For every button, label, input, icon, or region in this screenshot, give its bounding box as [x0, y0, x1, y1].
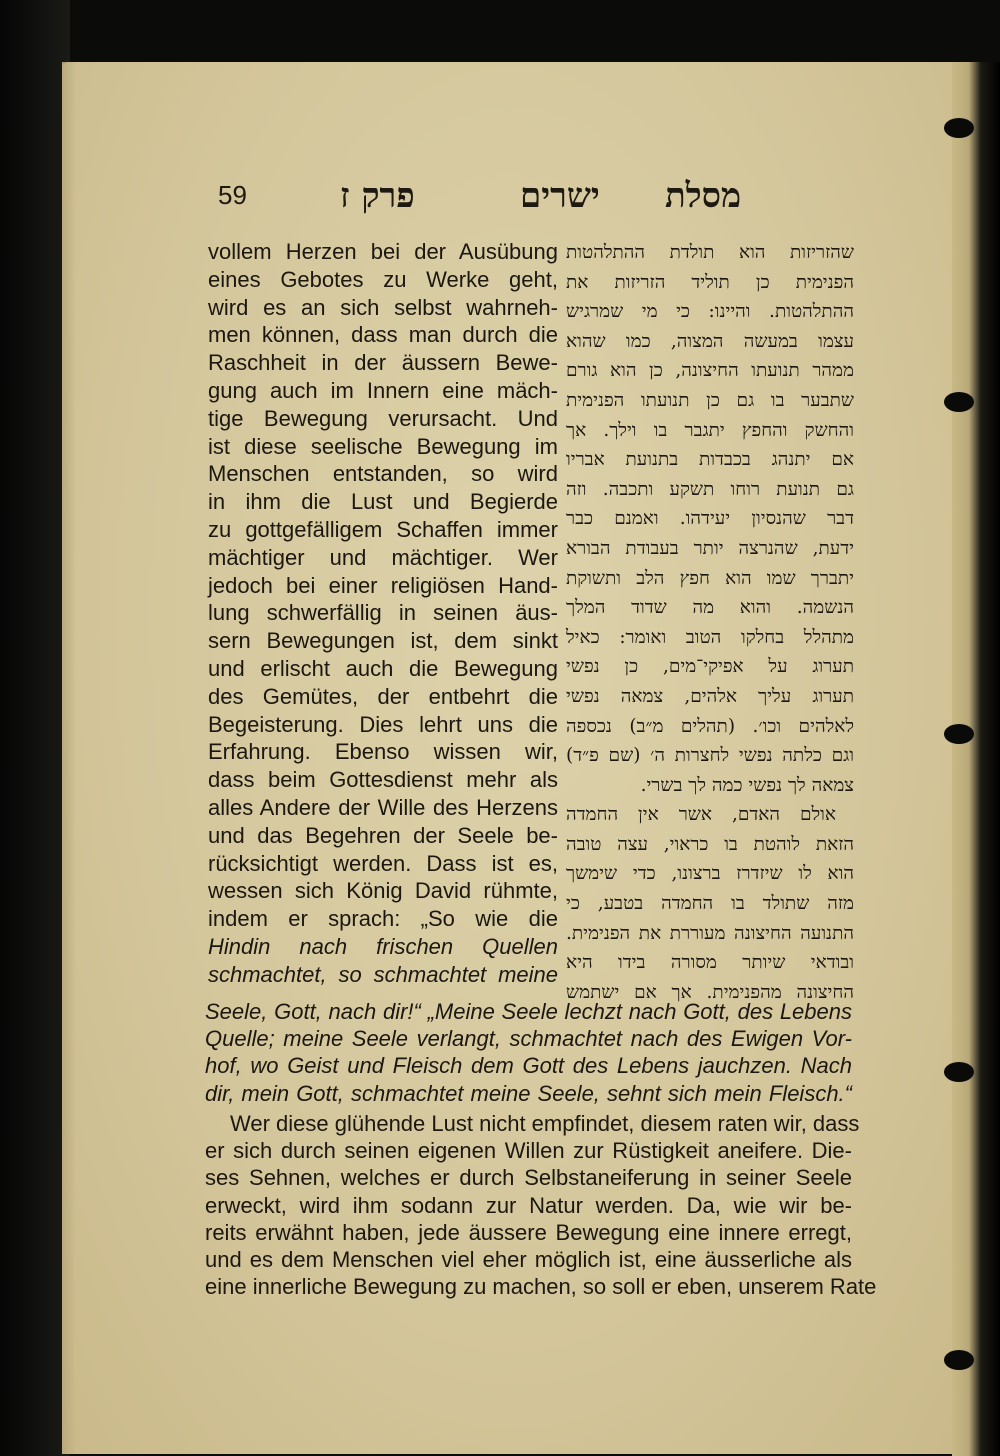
text-line: er sich durch seinen eigenen Willen zur Rüstigkeit aneifere. Die-	[205, 1138, 852, 1164]
hebrew-line: ממהר תנועתו החיצונה, כן הוא גורם	[566, 360, 854, 382]
german-column	[208, 238, 558, 989]
hebrew-line: צמאה לך נפשי כמה לך בשרי.	[640, 774, 854, 796]
text-line: lung schwerfällig in seinen äus-	[208, 600, 558, 626]
hebrew-line: שתבער בו גם כן תנועתו הפנימית	[566, 389, 854, 411]
header-chapter: פרק ז	[340, 176, 415, 216]
hebrew-line: גם תנועת רוחו תשקע ותכבה. וזה	[566, 478, 854, 500]
hebrew-line: הפנימית כן תוליד הזריזות את	[566, 271, 854, 293]
hebrew-line: מתהלל בחלקו הטוב ואומר: כאיל	[566, 626, 854, 648]
text-line: rücksichtigt werden. Dass ist es,	[208, 850, 558, 876]
text-line: und es dem Menschen viel eher möglich ist, eine äusserliche als	[205, 1246, 852, 1272]
text-line: men können, dass man durch die	[208, 322, 558, 348]
book-spine	[952, 62, 1000, 1456]
text-line: mächtiger und mächtiger. Wer	[208, 544, 558, 570]
hebrew-line: החיצונה מהפנימית. אך אם ישתמש	[566, 981, 854, 1003]
hebrew-line: אם יתנהג בכבדות בתנועת אבריו	[566, 449, 854, 471]
text-line: in ihm die Lust und Begierde	[208, 489, 558, 515]
hebrew-line: עצמו במעשה המצוה, כמו שהוא	[566, 330, 854, 352]
hebrew-line: תערוג עליך אלהים, צמאה נפשי	[566, 685, 854, 707]
text-line: erweckt, wird ihm sodann zur Natur werden. Da, wie wir be-	[205, 1192, 852, 1218]
hebrew-column	[566, 238, 854, 1007]
text-line: jedoch bei einer religiösen Hand-	[208, 572, 558, 598]
text-line: zu gottgefälligem Schaffen immer	[208, 516, 558, 542]
header-title-word: ישרים	[520, 176, 600, 216]
hebrew-line: ידעת, שהנרצה יותר בעבודת הבורא	[566, 537, 854, 559]
text-line: gung auch im Innern eine mäch-	[208, 377, 558, 403]
text-line: und erlischt auch die Bewegung	[208, 655, 558, 681]
text-line: wird es an sich selbst wahrneh-	[208, 294, 558, 320]
hebrew-line: תערוג על אפיקי־מים, כן נפשי	[566, 656, 854, 678]
header-title-word: מסלת	[665, 176, 742, 216]
hebrew-line: מזה שתולד בו החמדה בטבע, כי	[566, 893, 854, 915]
text-line: und das Begehren der Seele be-	[208, 822, 558, 848]
text-line: wessen sich König David rühmte,	[208, 878, 558, 904]
hebrew-line: לאלהים וכו׳. (תהלים מ״ב) נכספה	[566, 715, 854, 737]
hebrew-line: דבר שהנסיון יעידהו. ואמנם כבר	[566, 508, 854, 530]
text-line: eine innerliche Bewegung zu machen, so soll er eben, unserem Rate	[205, 1274, 877, 1300]
text-line: tige Bewegung verursacht. Und	[208, 405, 558, 431]
text-line: Menschen entstanden, so wird	[208, 461, 558, 487]
text-line: alles Andere der Wille des Herzens	[208, 794, 558, 820]
text-line: ses Sehnen, welches er durch Selbstaneiferung in seiner Seele	[205, 1165, 852, 1191]
binding-clip	[944, 392, 974, 412]
hebrew-line: וגם כלתה נפשי לחצרות ה׳ (שם פ״ד)	[566, 745, 854, 767]
hebrew-line: הוא לו שיזדרז ברצונו, כדי שימשך	[566, 863, 854, 885]
binding-clip	[944, 1062, 974, 1082]
text-line: eines Gebotes zu Werke geht,	[208, 266, 558, 292]
text-line: schmachtet, so schmachtet meine	[208, 961, 558, 987]
page-number: 59	[218, 180, 247, 210]
quote-paragraph	[205, 998, 852, 1107]
hebrew-line: והחשק והחפץ יתגבר בו וילך. אך	[566, 419, 854, 441]
text-line: vollem Herzen bei der Ausübung	[208, 239, 558, 264]
hebrew-line: שהזריזות הוא תולדת ההתלהטות	[566, 242, 854, 263]
text-line: sern Bewegungen ist, dem sinkt	[208, 628, 558, 654]
text-line: Quelle; meine Seele verlangt, schmachtet nach des Ewigen Vor-	[205, 1026, 852, 1052]
hebrew-line: הזאת לוהטת בו כראוי, עצה טובה	[566, 833, 854, 855]
text-line: dir, mein Gott, schmachtet meine Seele, sehnt sich mein Fleisch.“	[205, 1080, 852, 1106]
text-line: hof, wo Geist und Fleisch dem Gott des Lebens jauchzen. Nach	[205, 1053, 852, 1079]
text-line: Begeisterung. Dies lehrt uns die	[208, 711, 558, 737]
text-line: Seele, Gott, nach dir!“ „Meine Seele lechzt nach Gott, des Lebens	[205, 999, 852, 1024]
hebrew-line: ההתלהטות. והיינו: כי מי שמרגיש	[566, 301, 854, 323]
text-line: Erfahrung. Ebenso wissen wir,	[208, 739, 558, 765]
text-line: Hindin nach frischen Quellen	[208, 933, 558, 959]
hebrew-line: התנועה החיצונה מעוררת את הפנימית.	[566, 922, 854, 944]
hebrew-line: הנשמה. והוא מה שדוד המלך	[566, 597, 854, 619]
text-line: reits erwähnt haben, jede äussere Bewegung eine innere erregt,	[205, 1219, 852, 1245]
hebrew-line: ובודאי שיותר מסורה בידו היא	[566, 952, 854, 974]
text-line: indem er sprach: „So wie die	[208, 906, 558, 932]
closing-paragraph	[205, 1110, 877, 1300]
text-line: Raschheit in der äussern Bewe-	[208, 350, 558, 376]
page-edge-shadow	[62, 62, 76, 1454]
binding-clip	[944, 1350, 974, 1370]
text-line: ist diese seelische Bewegung im	[208, 433, 558, 459]
text-line: des Gemütes, der entbehrt die	[208, 683, 558, 709]
binding-clip	[944, 724, 974, 744]
hebrew-line: יתברך שמו הוא חפץ הלב ותשוקת	[566, 567, 854, 589]
text-line: dass beim Gottesdienst mehr als	[208, 767, 558, 793]
hebrew-line: אולם האדם, אשר אין החמדה	[566, 804, 836, 826]
running-header	[0, 176, 1000, 226]
text-line: Wer diese glühende Lust nicht empfindet, diesem raten wir, dass	[230, 1111, 860, 1136]
binding-clip	[944, 118, 974, 138]
